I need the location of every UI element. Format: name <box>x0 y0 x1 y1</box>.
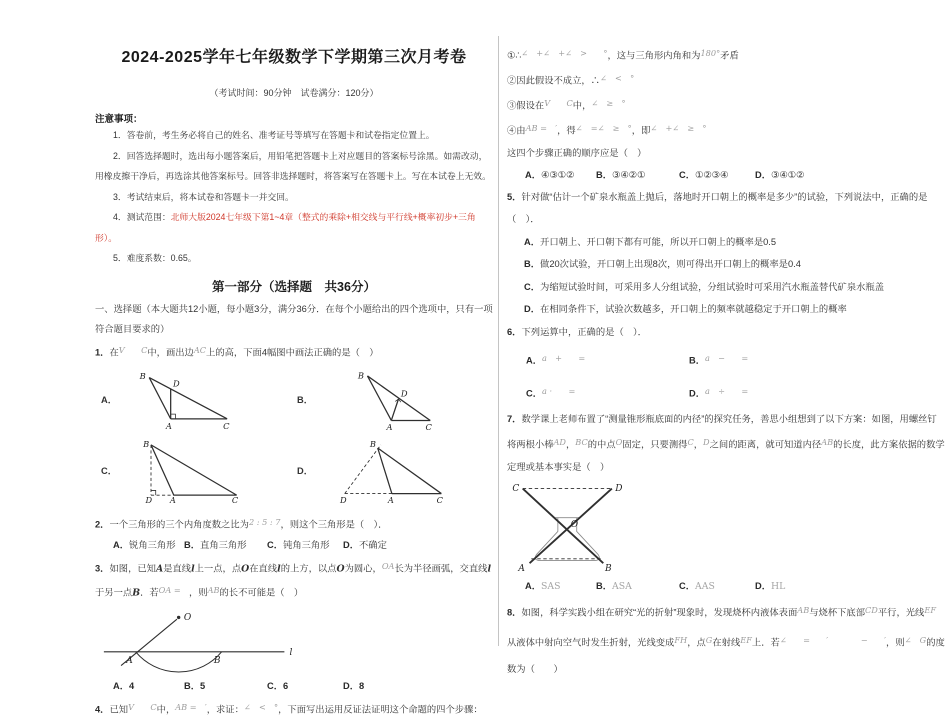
text-run: 从液体中射向空气时发生折射，光线变成 <box>507 637 675 647</box>
text-run: a + = <box>542 353 586 363</box>
text-run: A．4 <box>113 680 135 691</box>
text-run: C． <box>679 169 696 180</box>
text-run: ，下面写出运用反证法证明这个命题的四个步骤： <box>278 704 483 714</box>
option-c <box>526 376 689 409</box>
question-7 <box>507 408 945 478</box>
text-run: 中， <box>572 100 592 111</box>
text-run: 矛盾 <box>720 50 739 61</box>
text-run: 做20次试验，开口朝上出现8次，则可得出开口朝上的概率是0.4 <box>540 259 801 269</box>
figure-option-a-letter: A． <box>101 394 118 405</box>
text-run: ∠ +∠ +∠ > ° <box>521 48 608 58</box>
triangle-figure-d <box>321 437 447 503</box>
option-d <box>755 576 785 597</box>
text-run: l <box>191 563 195 574</box>
text-run: 6． <box>507 326 522 337</box>
question-4-options <box>507 165 945 186</box>
text-run: l <box>277 563 281 574</box>
figure-option-b <box>297 368 493 430</box>
text-run: 1． <box>95 347 110 357</box>
point-label-b: B <box>605 563 612 574</box>
text-run: 的长不可能是（ ） <box>219 587 304 597</box>
text-run: 上的高，下面4幅图中画法正确的是（ ） <box>206 347 379 357</box>
text-run: D． <box>755 169 772 180</box>
text-run: 固定，只要测得 <box>622 439 688 449</box>
option-b <box>596 165 679 186</box>
text-run: 开口朝上、开口朝下都有可能，所以开口朝上的概率是0.5 <box>540 236 777 247</box>
notice-item-1 <box>95 125 493 146</box>
text-run: V C <box>118 344 148 355</box>
text-run: 平行，光线 <box>877 607 925 618</box>
question-5-option-d <box>507 298 945 321</box>
text-run: 针对做“估计一个矿泉水瓶盖上抛后，落地时开口朝上的概率是多少”的试验，下列说法中，正确的是（ ）． <box>507 191 928 224</box>
text-run: ，则这个三角形是（ ）． <box>280 519 388 529</box>
text-run: ，点 <box>687 637 706 647</box>
column-divider <box>498 36 499 646</box>
option-b <box>184 535 267 556</box>
proof-step-4 <box>507 117 945 142</box>
text-run: ， <box>565 439 576 449</box>
text-run: D． <box>343 539 360 550</box>
question-4 <box>95 697 493 720</box>
question-4-order-line <box>507 142 945 165</box>
text-run: D．8 <box>343 680 365 691</box>
question-5-option-b <box>507 253 945 276</box>
vertex-label-c: C <box>436 494 443 505</box>
text-run: 钝角三角形 <box>283 539 330 550</box>
option-b <box>689 343 852 376</box>
text-run: AAS <box>695 581 715 592</box>
question-5 <box>507 186 945 231</box>
text-run: 2． <box>95 519 110 529</box>
text-run: 是直线 <box>163 563 192 573</box>
text-run: 在相同条件下，试验次数越多，开口朝上的频率就越稳定于开口朝上的概率 <box>540 304 847 314</box>
vertex-label-d: D <box>145 494 153 505</box>
text-run: ∠ =∠ ≥ ° <box>575 123 632 133</box>
option-d <box>343 535 387 556</box>
vertex-label-b: B <box>143 438 150 449</box>
text-run: ∠ +∠ ≥ ° <box>650 123 707 133</box>
text-run: B <box>132 587 141 598</box>
text-run: 数学课上老师布置了“测量锥形瓶底面的内径”的探究任务，善思小组想到了以下方案：如图，用螺丝钉将两根小棒 <box>507 414 937 449</box>
point-label-a: A <box>518 563 525 574</box>
text-run: 4． <box>95 704 110 714</box>
option-d <box>755 165 804 186</box>
text-run: 的上方，以点 <box>280 563 337 573</box>
vertex-label-a: A <box>386 421 393 432</box>
text-run: 下列运算中，正确的是（ ）． <box>521 326 647 337</box>
question-3-figure-wrap <box>97 607 493 676</box>
text-run: G <box>705 634 713 645</box>
option-a <box>525 165 596 186</box>
question-6-options-row-2 <box>507 376 945 409</box>
vertex-label-c: C <box>231 494 239 505</box>
text-run: V C <box>544 98 573 108</box>
question-6 <box>507 321 945 344</box>
text-run: CD <box>865 605 878 615</box>
option-a <box>526 343 689 376</box>
vertex-label-c: C <box>223 420 230 431</box>
text-run: l <box>487 563 491 574</box>
option-d <box>343 676 364 697</box>
vertex-label-b: B <box>369 438 376 449</box>
text-run: 一、选择题（本大题共12小题，每小题3分，满分36分．在每个小题给出的四个选项中，只有一项符合题目要求的） <box>95 303 493 334</box>
text-run: B． <box>524 259 541 269</box>
text-run: HL <box>771 581 786 592</box>
text-run: AB = ′ <box>525 123 558 133</box>
text-run: C． <box>526 388 543 398</box>
text-run: ③④②① <box>612 169 646 180</box>
line-label-l: l <box>289 647 293 658</box>
text-run: ①②③④ <box>695 169 729 180</box>
text-run: A． <box>524 236 541 247</box>
question-3 <box>95 556 493 604</box>
text-run: ， <box>693 439 704 449</box>
text-run: OA <box>381 560 395 571</box>
vertex-label-d: D <box>400 388 408 399</box>
flask-figure <box>509 480 629 576</box>
exam-meta: （考试时间：90分钟 试卷满分：120分） <box>209 88 379 98</box>
text-run: B． <box>689 355 706 366</box>
text-run: BC <box>575 436 588 447</box>
notice-item-3 <box>95 187 493 208</box>
text-run: 已知 <box>109 704 129 714</box>
vertex-label-d: D <box>340 494 347 505</box>
text-run: 上一点，点 <box>194 563 242 573</box>
notice-item-4 <box>95 207 493 248</box>
text-run: 7． <box>507 414 522 424</box>
text-run: 3． <box>95 563 110 573</box>
question-5-option-c <box>507 276 945 299</box>
text-run: C． <box>679 581 696 591</box>
text-run: D． <box>524 304 541 314</box>
right-column <box>507 42 945 683</box>
text-run: AB = ′ <box>175 701 207 712</box>
text-run: O <box>241 563 250 574</box>
text-run: ④③①② <box>541 169 575 180</box>
triangle-figure-c <box>125 437 243 503</box>
question-7-figure-wrap <box>509 480 945 576</box>
text-run: ④由 <box>507 125 526 136</box>
text-run: 之间的距离，就可知道内径 <box>709 439 822 449</box>
option-a <box>525 576 596 597</box>
text-run: 如图，已知 <box>109 563 156 573</box>
question-3-options <box>95 676 493 697</box>
text-run: ③④①② <box>771 169 805 180</box>
part-one-heading: 第一部分（选择题 共36分） <box>212 279 376 294</box>
text-run: ∠ ≥ ° <box>591 98 626 108</box>
text-run: FH <box>674 634 688 645</box>
text-run: D． <box>689 388 706 398</box>
text-run: B． <box>184 539 201 550</box>
text-run: O <box>336 563 345 574</box>
point-label-o: O <box>183 612 192 623</box>
text-run: AB <box>797 605 810 615</box>
text-run: 于另一点 <box>95 587 133 597</box>
text-run: A． <box>113 539 130 550</box>
text-run: 的度数为（ ） <box>507 637 945 674</box>
proof-step-1 <box>507 42 945 67</box>
triangle-figure-b <box>321 368 437 430</box>
notice-heading: 注意事项： <box>95 114 143 125</box>
vertex-label-a: A <box>165 420 172 431</box>
text-run: a ÷ = <box>705 385 749 396</box>
option-d <box>689 376 852 409</box>
option-c <box>267 676 343 697</box>
text-run: 如图，科学实践小组在研究“光的折射”现象时，发现烧杯内液体表面 <box>521 607 798 618</box>
text-run: ，这与三角形内角和为 <box>607 50 701 61</box>
text-run: ∠ < ° <box>599 73 635 83</box>
text-run: 在 <box>109 347 119 357</box>
text-run: AD <box>553 436 566 447</box>
text-run: 锐角三角形 <box>129 539 176 550</box>
figure-option-a <box>101 368 297 430</box>
text-run: AC <box>193 344 207 355</box>
text-run: 中，画出边 <box>147 347 194 357</box>
text-run: 为圆心， <box>344 563 382 573</box>
text-run: C．6 <box>267 680 289 691</box>
question-2-options <box>95 535 493 556</box>
notice-item-2 <box>95 146 493 187</box>
option-c <box>679 165 755 186</box>
point-label-o: O <box>570 520 579 531</box>
question-1 <box>95 340 493 363</box>
option-a <box>113 535 184 556</box>
page-title: 2024-2025学年七年级数学下学期第三次月考卷 <box>121 49 467 66</box>
point-label-a: A <box>126 655 133 666</box>
vertex-label-a: A <box>169 494 176 505</box>
text-run: B． <box>596 581 613 591</box>
proof-step-3 <box>507 92 945 117</box>
text-run: 180° <box>700 48 721 58</box>
text-run: EF <box>740 634 752 645</box>
text-run: 1．答卷前，考生务必将自己的姓名、准考证号等填写在答题卡和试卷指定位置上。 <box>113 130 435 140</box>
section-intro <box>95 299 493 340</box>
text-run: 2 : 5 : 7 <box>248 516 281 527</box>
vertex-label-b: B <box>357 369 365 380</box>
text-run: ，求证： <box>206 704 244 714</box>
text-run: 北师大版2024七年级下第1~4章（整式的乘除+相交线与平行线+概率初步+三角形）。 <box>95 212 476 243</box>
arc-figure <box>97 607 299 676</box>
text-run: ，则 <box>886 637 905 647</box>
notice-item-5 <box>95 248 493 269</box>
question-5-option-a <box>507 231 945 254</box>
vertex-label-b: B <box>139 370 146 381</box>
figure-option-c-letter: C． <box>101 465 118 476</box>
figure-option-b-letter: B． <box>297 394 314 405</box>
left-column <box>95 40 493 720</box>
text-run: 不确定 <box>359 539 387 550</box>
text-run: 长为半径画弧，交直线 <box>394 563 488 573</box>
text-run: SAS <box>541 581 561 592</box>
text-run: D <box>703 436 710 447</box>
text-run: C <box>687 436 694 447</box>
option-b <box>184 676 267 697</box>
text-run: 的中点 <box>587 439 616 449</box>
figure-option-d-letter: D． <box>297 465 314 476</box>
text-run: OA = <box>158 584 189 595</box>
text-run: 5． <box>507 191 522 202</box>
text-run: 4．测试范围： <box>113 212 171 222</box>
text-run: 上．若 <box>751 637 780 647</box>
option-c <box>267 535 343 556</box>
vertex-label-c: C <box>425 421 432 432</box>
point-label-d: D <box>615 484 623 495</box>
text-run: 为缩短试验时间，可采用多人分组试验，分组试验时可采用汽水瓶盖替代矿泉水瓶盖 <box>540 281 885 292</box>
question-6-options-row-1 <box>507 343 945 376</box>
text-run: 5．难度系数：0.65。 <box>113 253 197 263</box>
text-run: O <box>615 436 623 447</box>
text-run: AB <box>821 436 834 447</box>
text-run: ∠ = ′ − ′ <box>779 634 887 645</box>
text-run: 2．回答选择题时，选出每小题答案后，用铅笔把答题卡上对应题目的答案标号涂黑。如需改动，用橡皮擦干净后，再选涂其他答案标号。回答非选择题时，将答案写在答题卡上。写在本试卷上无效。 <box>95 150 491 181</box>
text-run: B． <box>596 169 613 180</box>
text-run: AB <box>207 584 220 595</box>
proof-step-2 <box>507 67 945 92</box>
text-run: D． <box>755 581 772 591</box>
question-1-figures <box>101 368 493 510</box>
question-7-options <box>507 576 945 597</box>
point-label-b: B <box>213 655 221 666</box>
option-c <box>679 576 755 597</box>
text-run: A． <box>525 169 542 180</box>
text-run: A． <box>525 581 542 591</box>
text-run: A <box>155 563 164 574</box>
text-run: 这四个步骤正确的顺序应是（ ） <box>507 148 647 158</box>
figure-option-c <box>101 437 297 503</box>
text-run: C． <box>524 281 541 292</box>
text-run: 中， <box>156 704 176 714</box>
text-run: 在射线 <box>712 637 741 647</box>
text-run: 8． <box>507 607 522 618</box>
text-run: EF <box>924 605 937 615</box>
text-run: ∠ G <box>904 634 927 645</box>
text-run: ∠ < ° <box>243 701 279 712</box>
text-run: a − = <box>705 353 749 363</box>
option-b <box>596 576 679 597</box>
text-run: 直角三角形 <box>200 539 247 550</box>
text-run: a · = <box>542 385 576 396</box>
text-run: 3．考试结束后，将本试卷和答题卡一并交回。 <box>113 191 294 202</box>
text-run: ②因此假设不成立，∴ <box>507 75 600 86</box>
triangle-figure-a <box>125 368 241 430</box>
figure-option-d <box>297 437 493 503</box>
option-a <box>113 676 184 697</box>
text-run: B．5 <box>184 680 206 691</box>
text-run: ，则 <box>188 587 208 597</box>
text-run: C． <box>267 539 284 550</box>
text-run: ③假设在 <box>507 100 545 111</box>
vertex-label-a: A <box>387 494 394 505</box>
text-run: A． <box>526 355 543 366</box>
text-run: ．若 <box>140 587 159 597</box>
text-run: ①∴ <box>507 50 522 61</box>
text-run: ASA <box>612 581 632 592</box>
text-run: V C <box>128 701 157 712</box>
text-run: 的长度，此方案依据的数学定理或基本事实是（ ） <box>507 439 945 472</box>
text-run: ，即 <box>631 125 651 136</box>
question-8 <box>507 597 945 683</box>
point-label-c: C <box>512 484 520 495</box>
vertex-label-d: D <box>173 377 180 388</box>
text-run: 一个三角形的三个内角度数之比为 <box>109 519 249 529</box>
text-run: 与烧杯下底部 <box>809 607 866 618</box>
question-2 <box>95 512 493 535</box>
text-run: 在直线 <box>249 563 278 573</box>
text-run: ，得 <box>557 125 576 136</box>
